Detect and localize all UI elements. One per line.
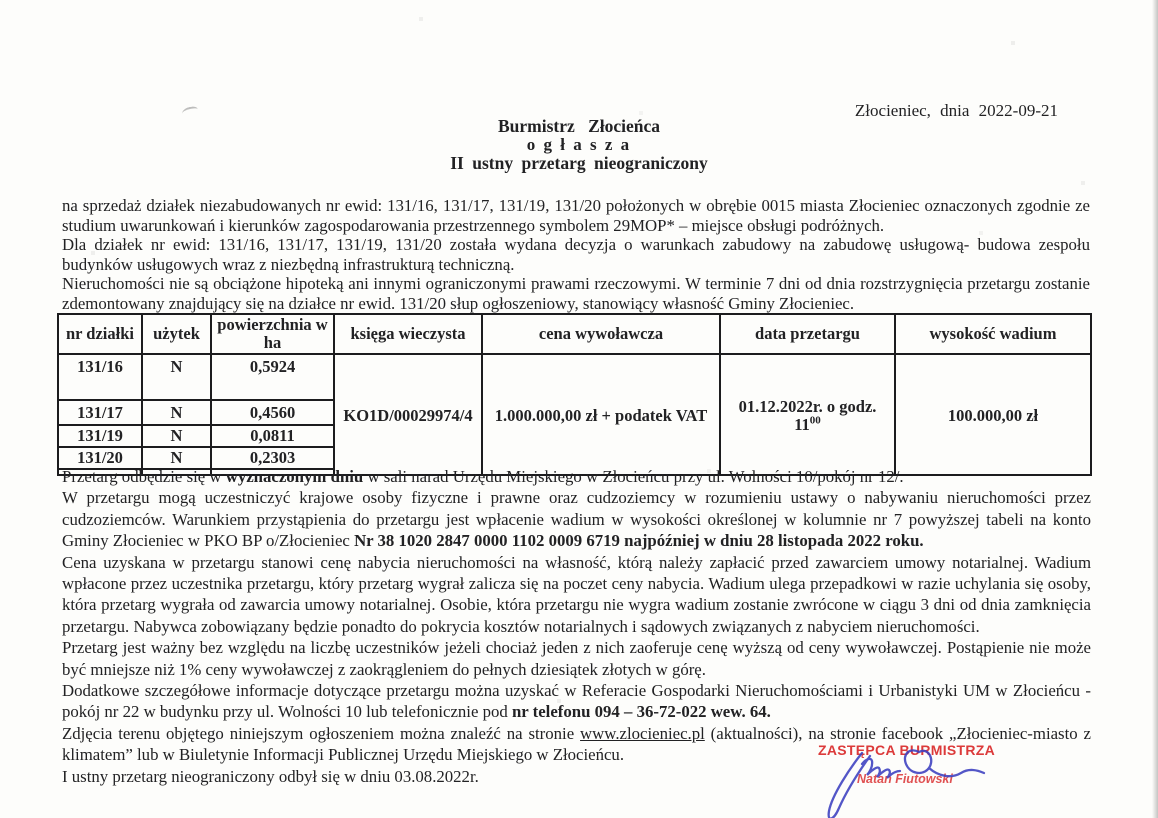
text-segment: (aktualności), na stronie facebook „Złocieniec-miasto z klimatem” lub w Biuletynie Informacji Publicznej Urzędu Miejskiego w Złocieńcu.: [62, 723, 1091, 765]
cell-area: 0,4560: [211, 400, 334, 425]
pencil-mark-artifact: [181, 106, 198, 118]
cell-area: 0,2303: [211, 447, 334, 469]
auction-plots-table: [57, 313, 1092, 476]
text-segment: w sali narad Urzędu Miejskiego w Złocieńcu przy ul. Wolności 10/pokój nr 12/.: [363, 467, 904, 486]
cell-plot-number: 131/16: [58, 354, 142, 400]
auction-minutes-superscript: 00: [809, 414, 821, 426]
paragraph-participation-conditions: [62, 487, 1091, 551]
document-title-block: [0, 117, 1158, 173]
deputy-mayor-stamp-title: ZASTĘPCA BURMISTRZA: [818, 742, 996, 758]
col-header-plot-number: nr działki: [58, 314, 142, 354]
auction-hour: 11: [794, 414, 810, 434]
deputy-mayor-stamp-name: Natan Fiutowski: [857, 772, 953, 786]
phone-number: nr telefonu 094 – 36-72-022 wew. 64.: [511, 702, 771, 722]
scan-noise-specks: [0, 0, 2, 2]
paragraph-sale-description: na sprzedaż działek niezabudowanych nr ewid: 131/16, 131/17, 131/19, 131/20 położonych w obrębie 0015 miasta Złocieniec oznaczonych zgodnie ze studium uwarunkowań i kierunków zagospodarowania przestrzennego symbolem 29MOP* – miejsce obsługi podróżnych.: [62, 196, 1090, 235]
cell-deposit: 100.000,00 zł: [895, 354, 1091, 475]
cell-auction-date: [720, 354, 895, 475]
cell-plot-number: 131/19: [58, 425, 142, 447]
auction-date-text: 01.12.2022r. o godz.: [738, 396, 877, 416]
cell-area: 0,5924: [211, 354, 334, 400]
bank-account-number: Nr 38 1020 2847 0000 1102 0009 6719 najpóźniej w dniu 28 listopada 2022 roku.: [354, 531, 924, 551]
paragraph-auction-location: [62, 466, 1091, 487]
col-header-land-register: księga wieczysta: [334, 314, 482, 354]
paragraph-zoning-decision: Dla działek nr ewid: 131/16, 131/17, 131/19, 131/20 została wydana decyzja o warunkach zabudowy na zabudowę usługową- budowa zespołu budynków usługowych wraz z niezbędną infrastrukturą techniczną.: [62, 235, 1090, 274]
col-header-auction-date: data przetargu: [720, 314, 895, 354]
cell-land-use: N: [142, 425, 211, 447]
paragraph-first-auction-note: I ustny przetarg nieograniczony odbył się w dniu 03.08.2022r.: [62, 766, 479, 786]
title-auction-type: II ustny przetarg nieograniczony: [450, 153, 708, 173]
auction-time-text: [724, 416, 891, 434]
text-segment: Dodatkowe szczegółowe informacje dotyczące przetargu można uzyskać w Referacie Gospodarki Nieruchomościami i Urbanistyki UM w Złocieńcu - pokój nr 22 w budynku przy ul. Wolności 10 lub telefonicznie pod: [62, 681, 1091, 722]
document-date: Złocieniec, dnia 2022-09-21: [854, 101, 1058, 120]
col-header-area-ha: powierzchnia w ha: [211, 314, 334, 354]
cell-starting-price: 1.000.000,00 zł + podatek VAT: [482, 354, 720, 475]
body-paragraphs: [62, 466, 1091, 787]
cell-plot-number: 131/17: [58, 400, 142, 425]
cell-plot-number: 131/20: [58, 447, 142, 469]
paragraph-price-and-deposit-rules: Cena uzyskana w przetargu stanowi cenę nabycia nieruchomości na własność, którą należy zapłacić przed zawarciem umowy notarialnej. Wadium wpłacone przez uczestnika przetargu, który przetarg wygrał zalicza się na poczet ceny nabycia. Wadium ulega przepadkowi w razie uchylania się osoby, która przetarg wygrała od zawarcia umowy notarialnej. Osobie, która przetargu nie wygra wadium zostanie zwrócone w ciągu 3 dni od dnia zamknięcia przetargu. Nabywca zobowiązany będzie ponadto do pokrycia kosztów notarialnych i sądowych związanych z nabyciem nieruchomości.: [62, 552, 1091, 636]
title-announces: o g ł a s z a: [526, 134, 632, 154]
col-header-deposit: wysokość wadium: [895, 314, 1091, 354]
text-segment: W przetargu mogą uczestniczyć krajowe osoby fizyczne i prawne oraz cudzoziemcy w rozumieniu ustawy o nabywaniu nieruchomości przez cudzoziemców. Warunkiem przystąpienia do przetargu jest wpłacenie wadium w wysokości określonej w kolumnie nr 7 powyższej tabeli na konto Gminy Złocieniec w PKO BP o/Złocieniec: [62, 488, 1091, 551]
paragraph-additional-information: [62, 680, 1091, 723]
website-link-text: www.zlocieniec.pl: [580, 723, 705, 743]
handwritten-signature: [800, 740, 1000, 818]
paragraph-auction-validity: Przetarg jest ważny bez względu na liczbę uczestników jeżeli chociaż jeden z nich zaoferuje cenę wyższą od ceny wywoławczej. Postąpienie nie może być mniejsze niż 1% ceny wywoławczej z zaokrągleniem do pełnych dziesiątek złotych w górę.: [62, 638, 1091, 679]
cell-land-register: KO1D/00029974/4: [334, 354, 482, 475]
intro-paragraphs: [62, 196, 1090, 314]
table-header-row: [58, 314, 1091, 354]
text-segment: Zdjęcia terenu objętego niniejszym ogłoszeniem można znaleźć na stronie: [62, 723, 581, 743]
paragraph-encumbrances: Nieruchomości nie są obciążone hipoteką ani innymi ograniczonymi prawami rzeczowymi. W terminie 7 dni od dnia rozstrzygnięcia przetargu zostanie zdemontowany znajdujący się na działce nr ewid. 131/20 słup ogłoszeniowy, stanowiący własność Gminy Złocieniec.: [62, 274, 1090, 313]
col-header-starting-price: cena wywoławcza: [482, 314, 720, 354]
col-header-land-use: użytek: [142, 314, 211, 354]
text-segment-bold: wyznaczonym dniu: [225, 467, 364, 486]
title-issuer: Burmistrz Złocieńca: [497, 116, 661, 136]
cell-area: 0,0811: [211, 425, 334, 447]
cell-land-use: N: [142, 400, 211, 425]
cell-land-use: N: [142, 447, 211, 469]
table-row: [58, 354, 1091, 400]
text-segment: Przetarg odbędzie się w: [62, 467, 226, 486]
cell-land-use: N: [142, 354, 211, 400]
